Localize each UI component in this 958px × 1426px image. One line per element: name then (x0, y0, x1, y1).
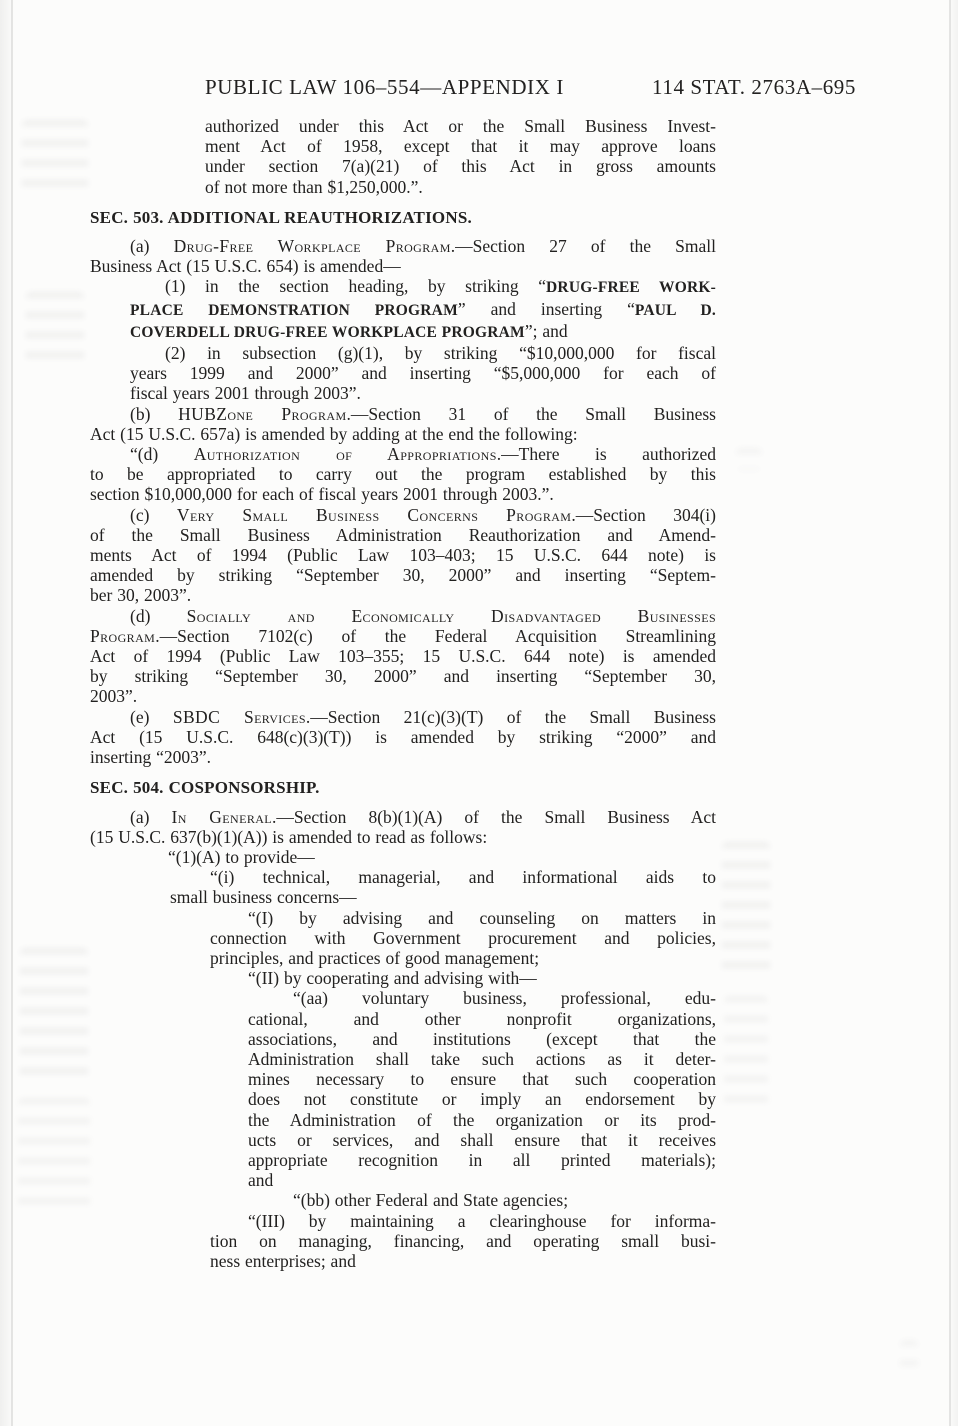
text-run: fiscal years 2001 through 2003”. (130, 383, 361, 404)
text-run: cational, and other nonprofit organizations, (248, 1008, 716, 1029)
small-caps-run: SBDC Services (172, 706, 306, 727)
text-run: (e) (130, 706, 173, 727)
bold-caps-run: PLACE DEMONSTRATION PROGRAM (130, 301, 458, 319)
text-run: ment Act of 1958, except that it may approve loans (205, 136, 716, 157)
running-header-page-number: 114 STAT. 2763A–695 (652, 75, 856, 99)
text-run: .—Section 27 of the Small (450, 236, 716, 257)
text-run: 2003”. (90, 686, 138, 707)
text-line (170, 887, 716, 907)
text-line (248, 1049, 716, 1069)
statute-paragraph (90, 807, 716, 847)
text-line (130, 299, 716, 321)
text-line (90, 606, 716, 626)
small-caps-run: Authorization of Appropriations (193, 444, 497, 465)
small-caps-run: Socially and Economically Disadvantaged Businesses (186, 605, 717, 626)
text-run: ments Act of 1994 (Public Law 103–403; 15 U.S.C. 644 note) is (90, 545, 716, 566)
statute-paragraph (210, 968, 716, 988)
text-run: .—Section 304(i) (571, 504, 716, 525)
text-run: (b) (130, 403, 179, 424)
statute-paragraph (90, 236, 716, 276)
scan-edge-right (949, 0, 951, 1426)
small-caps-run: Drug-Free Workplace Program (173, 236, 451, 257)
scan-edge-left (11, 0, 13, 1426)
text-run: “(II) by cooperating and advising with— (248, 968, 537, 989)
text-line (210, 1231, 716, 1251)
text-run: ness enterprises; and (210, 1250, 356, 1271)
text-line (130, 343, 716, 363)
text-run: ucts or services, and shall ensure that it receives (248, 1129, 716, 1150)
text-line (205, 116, 716, 136)
running-header (0, 74, 958, 100)
text-line (90, 585, 716, 605)
text-line (210, 968, 716, 988)
text-line (90, 686, 716, 706)
text-run: tion on managing, financing, and operating small busi- (210, 1230, 716, 1251)
text-line (210, 928, 716, 948)
bleed-through-artifact (18, 1098, 90, 1216)
text-line (90, 505, 716, 525)
text-line (90, 727, 716, 747)
text-line (90, 646, 716, 666)
text-line (90, 747, 716, 767)
bleed-through-artifact (20, 948, 88, 1088)
bleed-through-artifact (724, 996, 768, 1114)
text-run: Act (15 U.S.C. 657a) is amended by adding at the end the following: (90, 423, 578, 444)
text-line (90, 807, 716, 827)
text-line (248, 988, 716, 1008)
text-line (170, 867, 716, 887)
text-run: ” and inserting “ (457, 298, 635, 319)
text-run: small business concerns— (170, 887, 357, 908)
statute-paragraph (90, 444, 716, 505)
small-caps-run: In General (171, 806, 273, 827)
text-run: Business Act (15 U.S.C. 654) is amended— (90, 256, 401, 277)
text-run: “(I) by advising and counseling on matters in (248, 907, 716, 928)
statute-paragraph (90, 707, 716, 768)
text-run: section $10,000,000 for each of fiscal years 2001 through 2003.”. (90, 484, 554, 505)
small-caps-run: Very Small Business Concerns Program (176, 504, 572, 525)
text-line (248, 1029, 716, 1049)
bold-caps-run: DRUG-FREE WORK- (546, 279, 717, 297)
text-line (90, 404, 716, 424)
text-line (210, 908, 716, 928)
small-caps-run: Program (90, 625, 156, 646)
text-run: connection with Government procurement and policies, (210, 927, 716, 948)
text-line (130, 363, 716, 383)
small-caps-run: HUBZone Program (178, 403, 347, 424)
text-run: .—Section 8(b)(1)(A) of the Small Business Act (272, 806, 716, 827)
text-run: “(bb) other Federal and State agencies; (293, 1190, 569, 1211)
text-line (248, 1130, 716, 1150)
text-line (168, 847, 716, 867)
bleed-through-artifact (736, 448, 762, 470)
statute-paragraph (248, 1190, 716, 1210)
bleed-through-artifact (22, 120, 88, 200)
statute-paragraph (205, 116, 716, 197)
text-line (205, 156, 716, 176)
statute-paragraph (170, 867, 716, 907)
statute-paragraph (90, 606, 716, 707)
text-line (248, 1170, 716, 1190)
text-run: “(i) technical, managerial, and informational aids to (210, 867, 716, 888)
text-run: by striking “September 30, 2000” and inserting “September 30, (90, 666, 716, 687)
text-line (248, 1110, 716, 1130)
text-line (210, 1251, 716, 1271)
bleed-through-artifact (722, 842, 770, 974)
text-run: (a) (130, 236, 174, 257)
text-run: “(1)(A) to provide— (168, 846, 315, 867)
text-line (205, 136, 716, 156)
bleed-through-artifact (900, 1340, 918, 1370)
text-run: (c) (130, 504, 177, 525)
text-run: “(d) (130, 444, 194, 465)
text-run: Act (15 U.S.C. 648(c)(3)(T)) is amended by striking “2000” and (90, 726, 716, 747)
text-line (90, 565, 716, 585)
text-run: .—Section 31 of the Small Business (346, 403, 716, 424)
text-line (205, 177, 716, 197)
section-heading: SEC. 503. ADDITIONAL REAUTHORIZATIONS. (90, 207, 472, 227)
text-run: the Administration of the organization or its prod- (248, 1109, 716, 1130)
statute-paragraph (90, 404, 716, 444)
statute-paragraph (130, 343, 716, 404)
text-line (90, 827, 716, 847)
statute-paragraph (90, 505, 716, 606)
text-run: “(III) by maintaining a clearinghouse for informa- (248, 1210, 716, 1231)
text-run: authorized under this Act or the Small Business Invest- (205, 116, 716, 136)
bold-caps-run: PAUL D. (634, 301, 717, 319)
text-line (90, 424, 716, 444)
text-run: under section 7(a)(21) of this Act in gross amounts (205, 156, 716, 177)
text-run: ber 30, 2003”. (90, 585, 192, 606)
text-run: principles, and practices of good management; (210, 947, 540, 968)
text-line (248, 1190, 716, 1210)
text-run: ”; and (524, 320, 568, 341)
text-line (210, 1211, 716, 1231)
text-run: does not constitute or imply an endorsement by (248, 1089, 716, 1110)
text-line (248, 1089, 716, 1109)
text-run: Administration shall take such actions as it deter- (248, 1048, 716, 1069)
text-run: (2) in subsection (g)(1), by striking “$10,000,000 for fiscal (165, 343, 716, 364)
text-run: (d) (130, 605, 187, 626)
document-body (90, 116, 716, 1271)
text-line (90, 525, 716, 545)
text-line (130, 383, 716, 403)
text-line (248, 1069, 716, 1089)
text-line (130, 321, 716, 343)
text-run: associations, and institutions (except that the (248, 1028, 716, 1049)
bold-caps-run: COVERDELL DRUG-FREE WORKPLACE PROGRAM (130, 323, 525, 341)
statute-paragraph (248, 988, 716, 1190)
section-heading: SEC. 504. COSPONSORSHIP. (90, 778, 320, 798)
text-run: (15 U.S.C. 637(b)(1)(A)) is amended to read as follows: (90, 826, 488, 847)
text-line (90, 464, 716, 484)
text-line (90, 707, 716, 727)
text-run: .—Section 7102(c) of the Federal Acquisition Streamlining (155, 625, 716, 646)
text-line (130, 276, 716, 298)
text-line (248, 1009, 716, 1029)
text-line (248, 1150, 716, 1170)
text-run: to be appropriated to carry out the program established by this (90, 464, 716, 485)
text-line (90, 256, 716, 276)
text-line (90, 545, 716, 565)
text-run: years 1999 and 2000” and inserting “$5,000,000 for each of (130, 363, 716, 384)
running-header-title: PUBLIC LAW 106–554—APPENDIX I (205, 75, 564, 99)
text-run: appropriate recognition in all printed materials); (248, 1149, 716, 1170)
statute-paragraph (210, 908, 716, 969)
text-line (90, 626, 716, 646)
text-line (90, 236, 716, 256)
text-line (210, 948, 716, 968)
text-run: mines necessary to ensure that such cooperation (248, 1069, 716, 1090)
text-run: (a) (130, 806, 172, 827)
text-run: Act of 1994 (Public Law 103–355; 15 U.S.C. 644 note) is amended (90, 646, 716, 667)
text-line (90, 444, 716, 464)
text-run: and (248, 1170, 274, 1191)
text-run: of the Small Business Administration Reauthorization and Amend- (90, 524, 716, 545)
text-run: of not more than $1,250,000.”. (205, 176, 423, 197)
text-run: “(aa) voluntary business, professional, edu- (293, 988, 716, 1009)
text-run: amended by striking “September 30, 2000” and inserting “Septem- (90, 565, 716, 586)
text-line (90, 666, 716, 686)
text-run: .—Section 21(c)(3)(T) of the Small Business (305, 706, 716, 727)
statute-paragraph (168, 847, 716, 867)
statute-paragraph (210, 1211, 716, 1272)
statute-paragraph (130, 276, 716, 343)
text-run: inserting “2003”. (90, 747, 212, 768)
text-line (90, 484, 716, 504)
bleed-through-artifact (26, 292, 84, 368)
text-run: .—There is authorized (496, 444, 717, 465)
text-run: (1) in the section heading, by striking “ (165, 276, 547, 297)
